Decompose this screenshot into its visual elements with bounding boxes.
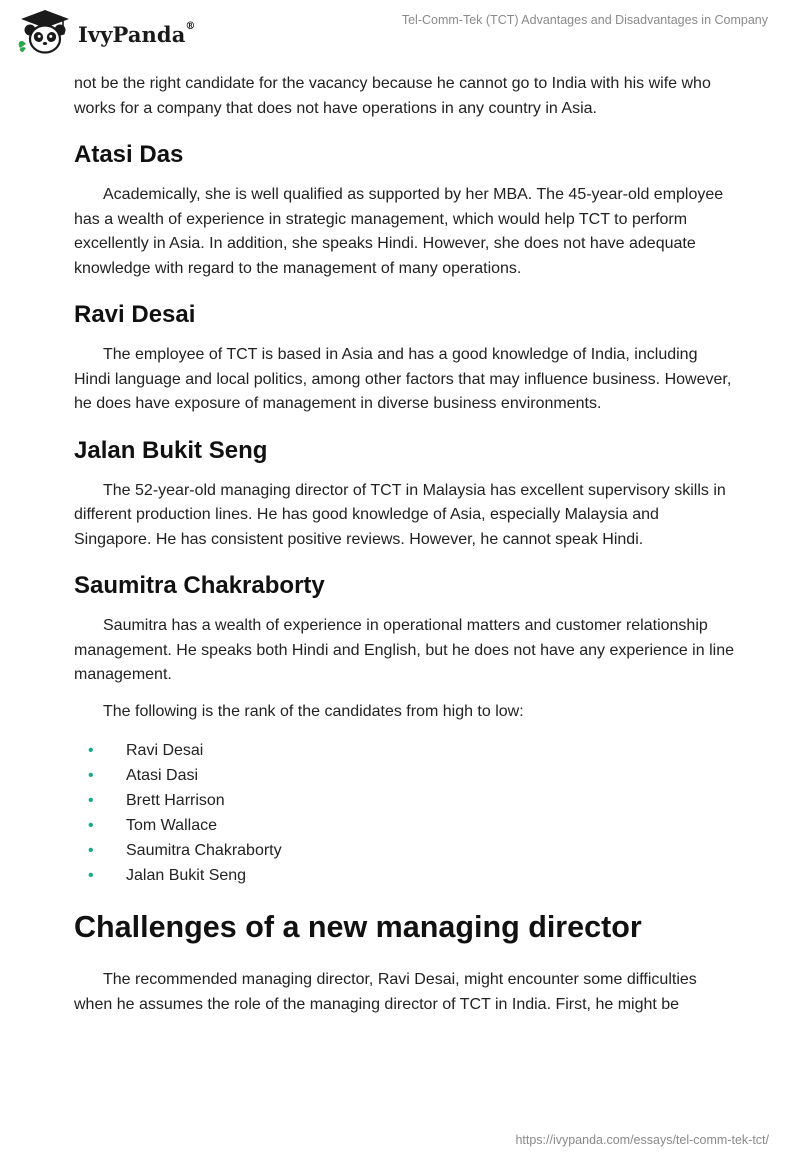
bullet-icon: • [88,767,94,784]
list-item: • Atasi Dasi [74,763,734,788]
section-paragraph-jalan-bukit-seng: The 52-year-old managing director of TCT in Malaysia has excellent supervisory skills in different production lines. He has good knowledge of Asia, especially Malaysia and Singapore. He has consistent positive reviews. However, he cannot speak Hindi. [74,481,726,548]
panda-graduate-icon [14,8,76,56]
list-item: • Jalan Bukit Seng [74,863,734,888]
list-item: • Saumitra Chakraborty [74,838,734,863]
rank-intro: The following is the rank of the candidates from high to low: [103,702,524,720]
section-heading-challenges: Challenges of a new managing director [74,910,642,944]
section-paragraph-atasi-das: Academically, she is well qualified as supported by her MBA. The 45-year-old employee has a wealth of experience in strategic management, which would help TCT to perform excellently in Asia. In addition, she speaks Hindi. However, she does not have adequate knowledge with regard to the management of many operations. [74,186,724,277]
section-heading-atasi-das: Atasi Das [74,141,184,168]
bullet-icon: • [88,742,94,759]
section-heading-saumitra-chakraborty: Saumitra Chakraborty [74,572,325,599]
ivypanda-logo[interactable] [14,8,196,56]
section-heading-jalan-bukit-seng: Jalan Bukit Seng [74,436,268,464]
bullet-icon: • [88,817,94,834]
list-item: • Brett Harrison [74,788,734,813]
list-item: • Tom Wallace [74,813,734,838]
page-header [0,0,800,70]
bullet-icon: • [88,842,94,859]
closing-paragraph: The recommended managing director, Ravi Desai, might encounter some difficulties when he assumes the role of the managing director of TCT in India. First, he might be [74,971,697,1013]
intro-paragraph: not be the right candidate for the vacancy because he cannot go to India with his wife who works for a company that does not have operations in any country in Asia. [74,75,711,117]
section-heading-ravi-desai: Ravi Desai [74,301,196,328]
section-paragraph-saumitra-chakraborty: Saumitra has a wealth of experience in operational matters and customer relationship management. He speaks both Hindi and English, but he does not have any experience in line management. [74,617,734,683]
candidate-rank-list [74,738,734,888]
source-url[interactable]: https://ivypanda.com/essays/tel-comm-tek-tct/ [515,1133,769,1147]
bullet-icon: • [88,867,94,884]
document-title: Tel-Comm-Tek (TCT) Advantages and Disadvantages in Company [401,13,768,27]
list-item: • Ravi Desai [74,738,734,763]
logo-wordmark: IvyPanda® [78,20,196,47]
section-paragraph-ravi-desai: The employee of TCT is based in Asia and has a good knowledge of India, including Hindi language and local politics, among other factors that may influence business. However, he does have exposure of management in diverse business environments. [74,346,732,412]
essay-content [74,72,734,1017]
bullet-icon: • [88,792,94,809]
